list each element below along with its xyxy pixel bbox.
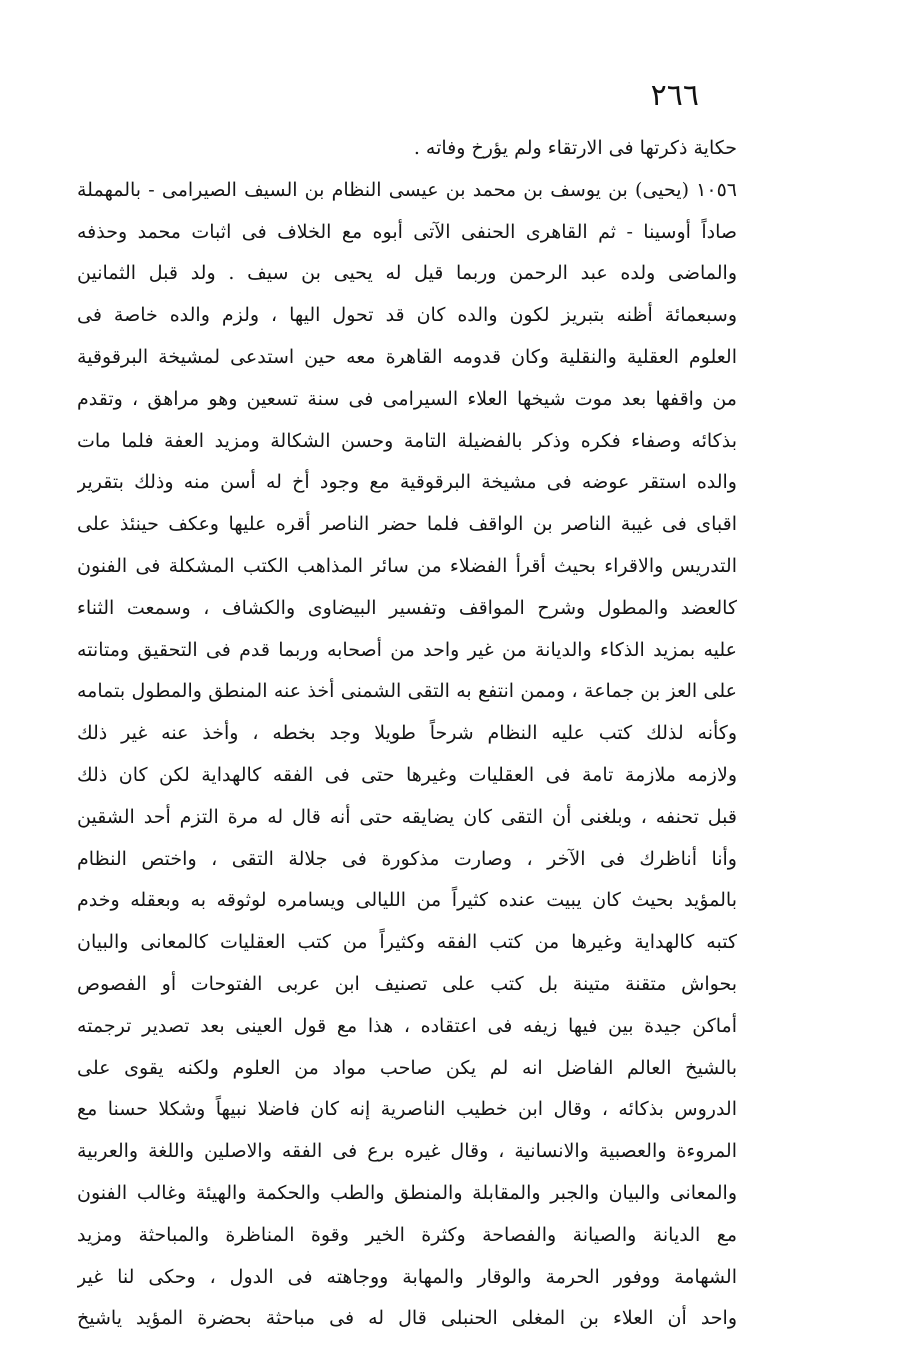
text-line: على العز بن جماعة ، وممن انتفع به التقى الشمنى أخذ عنه المنطق والمطول بتمامه [77, 680, 737, 703]
text-line: والده استقر عوضه فى مشيخة البرقوقية مع وجود أخ له أسن منه وذلك بتقرير [77, 471, 737, 494]
text-line: الشهامة ووفور الحرمة والوقار والمهابة ووجاهته فى الدول ، وحكى لنا غير [77, 1265, 737, 1288]
text-line: بحواش متقنة متينة بل كتب على تصنيف ابن عربى الفتوحات أو الفصوص [77, 972, 737, 995]
text-line: عليه بمزيد الذكاء والديانة من غير واحد من أصحابه وربما قدم فى التحقيق ومتانته [77, 638, 737, 661]
text-line: من واقفها بعد موت شيخها العلاء السيرامى فى سنة تسعين وهو مراهق ، وتقدم [77, 387, 737, 410]
text-line: والماضى ولده عبد الرحمن وربما قيل له يحيى بن سيف . ولد قبل الثمانين [77, 262, 737, 285]
text-line: ١٠٥٦ (يحيى) بن يوسف بن محمد بن عيسى النظام بن السيف الصيرامى - بالمهملة [77, 178, 737, 201]
text-line: بالشيخ العالم الفاضل انه لم يكن صاحب مواد من العلوم ولكنه يقوى على [77, 1056, 737, 1079]
text-line: المروءة والعصبية والانسانية ، وقال غيره برع فى الفقه والاصلين واللغة والعربية [77, 1140, 737, 1163]
text-line: حكاية ذكرتها فى الارتقاء ولم يؤرخ وفاته . [413, 137, 737, 159]
text-line: كالعضد والمطول وشرح المواقف وتفسير البيضاوى والكشاف ، وسمعت الثناء [77, 596, 737, 619]
text-line: وسبعمائة أظنه بتبريز لكون والده كان قد تحول اليها ، ولزم والده خاصة فى [77, 304, 737, 327]
text-line: اقبای فی غيبة الناصر بن الواقف فلما حضر الناصر أقره عليها وعكف حينئذ على [77, 513, 737, 536]
text-line: بذكائه وصفاء فكره وذكر بالفضيلة التامة وحسن الشكالة ومزيد العفة فلما مات [77, 429, 737, 452]
text-line: التدريس والاقراء بحيث أقرأ الفضلاء من سائر المذاهب الكتب المشكلة فى الفنون [77, 554, 737, 577]
text-line: صاداً أوسينا - ثم القاهرى الحنفى الآتى أبوه مع الخلاف فى اثبات محمد وحذفه [77, 220, 737, 243]
text-line: وكأنه لذلك كتب عليه النظام شرحاً طويلا وجد بخطه ، وأخذ عنه غير ذلك [77, 722, 737, 745]
text-line: والمعانى والبيان والجبر والمقابلة والمنطق والطب والحكمة والهيئة وغالب الفنون [77, 1181, 737, 1204]
text-line: مع الديانة والصيانة والفصاحة وكثرة الخير وقوة المناظرة والمباحثة ومزيد [77, 1223, 737, 1246]
page-number: ٢٦٦ [650, 78, 699, 113]
text-line: الدروس بذكائه ، وقال ابن خطيب الناصرية إنه كان فاضلا نبيهاً وشكلا حسنا مع [77, 1098, 737, 1121]
text-line: بالمؤيد بحيث كان يبيت عنده كثيراً من الليالى ويسامره لوثوقه به وبعقله وخدم [77, 889, 737, 912]
text-line: العلوم العقلية والنقلية وكان قدومه القاهرة معه حين استدعى لمشيخة البرقوقية [77, 345, 737, 368]
text-line: كتبه كالهداية وغيرها من كتب الفقه وكثيراً من كتب العقليات كالمعانى والبيان [77, 931, 737, 954]
text-line: واحد أن العلاء بن المغلى الحنبلى قال له فى مباحثة بحضرة المؤيد ياشيخ [77, 1307, 737, 1330]
text-line: أماكن جيدة بين فيها زيفه فى اعتقاده ، هذا مع قول العينى بعد تصدير ترجمته [77, 1014, 737, 1037]
text-line: وأنا أناظرك فى الآخر ، وصارت مذكورة فى جلالة التقى ، واختص النظام [77, 847, 737, 870]
text-line: قبل تحنفه ، وبلغنى أن التقى كان يضايقه حتى أنه قال له مرة التزم أحد الشقين [77, 805, 737, 828]
text-line: ولازمه ملازمة تامة فى العقليات وغيرها حتى فى الفقه كالهداية لكن كان ذلك [77, 763, 737, 786]
body-text [77, 128, 737, 1340]
